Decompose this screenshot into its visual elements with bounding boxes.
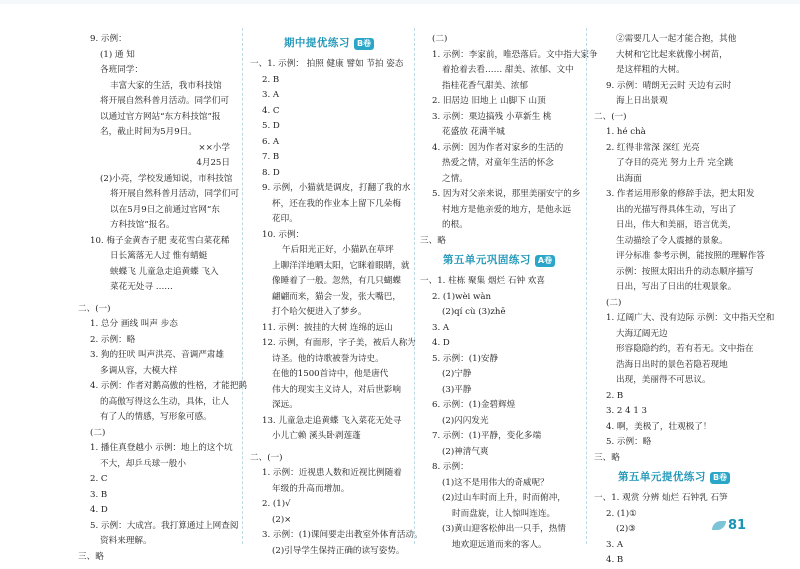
answer-line: 像睡着了一般。忽然，有几只蝴蝶 — [272, 276, 401, 286]
answer-line: 深远。 — [272, 400, 298, 410]
answer-line: 4. 示例：因为作者对家乡的生活的 — [432, 142, 564, 153]
answer-line: 多调从容，大模大样 — [100, 365, 178, 376]
answer-line: (2)闪闪发光 — [442, 415, 489, 426]
answer-line: 5. 示例：大成宫。我打算通过上网查阅 — [90, 520, 239, 531]
section-title: 期中提优练习 — [283, 37, 350, 50]
answer-line: 2. B — [262, 74, 280, 85]
page-number: 81 — [728, 518, 747, 533]
top-strip — [0, 0, 800, 4]
answer-line: 4. 示例：作者对鹅高傲的性格，才能把鹅 — [90, 381, 248, 391]
answer-line: 日出，伟大和美丽，语言优美， — [616, 220, 737, 230]
answer-line: ××小学 — [198, 142, 230, 153]
answer-line: (2)③ — [616, 524, 636, 534]
answer-line: 着抢着去看…… 甜美、浓郁、文中 — [442, 65, 574, 75]
answer-line: 3. A — [432, 322, 450, 333]
answer-line: 10. 梅子金黄杏子肥 麦花雪白菜花稀 — [90, 235, 230, 246]
answer-line: 菜花无处寻 …… — [110, 282, 173, 292]
answer-line: 打个哈欠便进入了梦乡。 — [272, 307, 367, 317]
answer-line: 5. 示例：略 — [606, 437, 652, 447]
answer-line: 5. 示例：(1)安静 — [432, 353, 499, 364]
answer-line: 8. 示例： — [432, 462, 469, 472]
section-header — [250, 34, 408, 54]
answer-line: 大海辽阔无边 — [616, 328, 668, 339]
answer-line: 名，截止时间为5月9日。 — [100, 127, 197, 137]
answer-line: (2)qí cù (3)zhē — [442, 307, 506, 317]
answer-line: 将开展自然科普月活动。同学们可 — [100, 96, 229, 106]
answer-line: (2)过山车时而上升，时而俯冲， — [442, 493, 566, 503]
answer-line: 蛱蝶飞 儿童急走追黄蝶 飞入 — [110, 266, 219, 277]
answer-line: 3. 示例：(1)课间要走出教室外体育活动。 — [262, 530, 423, 540]
answer-line: (3)平静 — [442, 384, 472, 395]
answer-line: 9. 示例：晴朗无云时 天边有云时 — [606, 80, 732, 91]
answer-line: 是这样粗的大树。 — [616, 65, 685, 75]
answer-line: 11. 示例：披挂的大树 连绵的远山 — [262, 322, 393, 333]
answer-line: 5. D — [262, 121, 280, 131]
answer-line: 2. (1)√ — [262, 499, 291, 509]
answer-line: 海上日出景观 — [616, 96, 668, 106]
answer-line: (2)小亮，学校发通知说，市科技馆 — [100, 173, 233, 184]
answer-line: 出现，美丽得不可思议。 — [616, 375, 711, 385]
answer-line: 13. 儿童急走追黄蝶 飞入菜花无处寻 — [262, 415, 402, 426]
answer-line: 一、1. 示例： 拍照 健康 譬如 节拍 姿态 — [250, 59, 404, 69]
answer-line: 大树和它比起来就像小树苗， — [616, 49, 728, 60]
answer-line: 以在5月9日之前通过官网“东 — [110, 204, 220, 215]
answer-line: 花印。 — [272, 214, 298, 224]
answer-line: 丰富大家的生活，我市科技馆 — [110, 80, 222, 91]
column-divider — [586, 28, 587, 544]
answer-line: 出的光描写得具体生动，写出了 — [616, 204, 737, 215]
answer-line: 10. 示例： — [262, 229, 305, 240]
answer-line: 村地方是他亲爱的地方，是他永远 — [442, 204, 571, 215]
answer-line: 日出，写出了日出的壮观景象。 — [616, 282, 737, 292]
section-title: 第五单元提优练习 — [617, 471, 706, 484]
answer-line: 7. B — [262, 152, 280, 162]
answer-line: 地欢迎远道而来的客人。 — [452, 539, 547, 550]
answer-line: 翩翩而来，猫会一发，张大嘴巴， — [272, 291, 401, 302]
answer-line: 各班同学： — [100, 65, 143, 75]
answer-line: 形容隐隐约约，若有若无。文中指在 — [616, 344, 754, 354]
answer-line: ②需要几人一起才能合抱，其他 — [616, 34, 737, 44]
answer-line: 午后阳光正好，小猫趴在草坪 — [282, 245, 394, 255]
answer-line: 花盛放 花满半城 — [442, 127, 505, 137]
answer-line: 3. 狗的狂吠 叫声洪亮、音调严肃雄 — [90, 350, 224, 360]
column-divider — [242, 28, 243, 544]
answer-line: 之情。 — [442, 173, 468, 184]
answer-line: 7. 示例：(1)平静，变化多端 — [432, 431, 542, 441]
answer-line: 在他的1500首诗中，他是唐代 — [272, 369, 389, 379]
answer-line: 2. 红得非常深 深红 光亮 — [606, 142, 700, 153]
answer-line: 3. A — [262, 90, 280, 100]
answer-line: 6. 示例：(1)金碧辉煌 — [432, 400, 516, 410]
answer-line: 年级的升高而增加。 — [272, 483, 350, 494]
answer-line: 4. B — [606, 555, 624, 565]
answer-line: 4. D — [90, 505, 108, 515]
answer-column-2 — [250, 32, 423, 559]
answer-line: 4. C — [262, 105, 280, 116]
answer-line: (二) — [90, 427, 106, 438]
answer-line: 4. D — [432, 338, 450, 348]
answer-column-3 — [420, 32, 598, 553]
difficulty-badge: B卷 — [354, 38, 374, 50]
answer-line: 上聊洋洋地晒太阳，它眯着眼睛，就 — [272, 260, 410, 271]
answer-line: (二) — [432, 34, 448, 44]
answer-line: 1. 辽阔广大、没有边际 示例：文中指天空和 — [606, 313, 775, 323]
answer-line: 9. 示例： — [90, 34, 127, 44]
answer-line: (1)这不是用伟大的奇威呢？ — [442, 477, 549, 488]
answer-line: 9. 示例，小猫就是调皮，打翻了我的水 — [262, 183, 411, 193]
answer-line: 3. 示例：栗边搞残 小草新生 桃 — [432, 111, 552, 122]
answer-line: 日长篱落无人过 惟有蜻蜓 — [110, 251, 208, 261]
answer-line: 1. 总分 画线 叫声 步态 — [90, 319, 178, 329]
answer-line: 3. 作者运用形象的修辞手法，把太阳发 — [606, 189, 755, 199]
answer-line: 2. C — [90, 474, 108, 484]
answer-line: 2. 示例：略 — [90, 334, 136, 345]
answer-line: 指桂花香气甜美、浓郁 — [442, 80, 528, 91]
answer-column-4 — [594, 32, 775, 569]
answer-line: 将开展自然科普月活动，同学们可 — [110, 189, 239, 199]
answer-line: 1. hé chà — [606, 127, 646, 137]
section-title: 第五单元巩固练习 — [442, 254, 531, 267]
answer-line: 示例：按照太阳出升的动态顺序描写 — [616, 266, 754, 277]
answer-line: 不大，却乒乓球一般小 — [100, 458, 186, 469]
answer-line: 以通过官方网站“东方科技馆”报 — [100, 111, 221, 122]
answer-line: 出海面 — [616, 173, 642, 184]
answer-line: 时而盘旋，让人惊叫连连。 — [452, 508, 556, 519]
answer-line: 有了人的情感，写形象可感。 — [100, 412, 212, 422]
section-header — [594, 468, 754, 488]
answer-line: 5. 因为对父亲来说，那里美丽安宁的乡 — [432, 189, 581, 199]
answer-line: 3. 2 4 1 3 — [606, 406, 647, 416]
answer-line: 评分标准 参考示例，能按照的理解作答 — [616, 251, 765, 261]
answer-line: 了夺目的亮光 努力上升 完全跳 — [616, 158, 734, 168]
answer-line: 8. D — [262, 167, 280, 178]
answer-line: 12. 示例，有面形，字子美，被后人称为 — [262, 338, 416, 348]
answer-line: (3)黄山迎客松伸出一只手，热情 — [442, 524, 566, 534]
answer-line: 2. 旧居边 旧地上 山脚下 山顶 — [432, 96, 546, 106]
answer-line: 的高傲写得这么生动，具体，让人 — [100, 396, 229, 407]
answer-line: 一、1. 柱栋 聚集 烟烂 石钟 欢喜 — [420, 276, 545, 286]
leaf-icon — [712, 521, 726, 530]
answer-line: (1) 通 知 — [100, 49, 135, 60]
answer-line: 诗圣。他的诗歌被誉为诗史。 — [272, 353, 384, 364]
answer-line: 2. (1)wèi wàn — [432, 291, 492, 302]
answer-line: 二、(一) — [250, 452, 283, 463]
answer-line: 三、略 — [78, 551, 104, 562]
answer-line: 伟大的现实主义诗人，对后世影响 — [272, 384, 401, 395]
difficulty-badge: B卷 — [710, 472, 730, 484]
answer-line: (2)神清气爽 — [442, 446, 489, 457]
answer-line: (二) — [606, 297, 622, 308]
answer-line: 一、1. 观赏 分辨 灿烂 石钟乳 石笋 — [594, 493, 728, 503]
answer-line: (2)引导学生保持正确的读写姿势。 — [272, 545, 405, 556]
answer-line: 资料来理解。 — [100, 536, 152, 546]
answer-line: 1. 示例：李家前，唯恐落后。文中指大家争 — [432, 49, 598, 60]
difficulty-badge: A卷 — [535, 255, 555, 267]
answer-line: 4月25日 — [196, 158, 230, 168]
answer-line: 方科技馆”报名。 — [110, 220, 175, 230]
answer-line: 二、(一) — [594, 111, 627, 122]
answer-line: 杯，还在我的作业本上留下几朵梅 — [272, 198, 401, 209]
answer-line: 2. B — [606, 390, 624, 401]
answer-line: 1. 播住真登越小 示例：地上的这个坑 — [90, 443, 233, 453]
answer-line: 的根。 — [442, 220, 468, 230]
answer-line: 2. (1)① — [606, 508, 637, 519]
page-number-block — [712, 518, 746, 533]
answer-line: (2)宁静 — [442, 369, 472, 379]
column-divider — [414, 28, 415, 544]
answer-line: 浩海日出时的景色若隐若现地 — [616, 359, 728, 370]
answer-line: 6. A — [262, 136, 280, 147]
section-header — [420, 251, 578, 271]
answer-line: 4. 啊，美极了，壮观极了！ — [606, 421, 712, 432]
answer-column-1 — [78, 32, 248, 565]
answer-line: 三、略 — [594, 452, 620, 463]
answer-line: 二、(一) — [78, 303, 111, 314]
answer-line: 生动描绘了令人震撼的景象。 — [616, 235, 728, 246]
answer-line: 3. B — [90, 489, 108, 500]
answer-line: (2)× — [272, 514, 292, 525]
answer-line: 三、略 — [420, 235, 446, 246]
answer-line: 小儿亡赖 溪头卧剥莲蓬 — [272, 431, 361, 441]
answer-line: 热爱之情，对童年生活的怀念 — [442, 158, 554, 168]
answer-line: 3. A — [606, 539, 624, 550]
answer-line: 1. 示例：近视患人数和近视比例随着 — [262, 468, 402, 478]
